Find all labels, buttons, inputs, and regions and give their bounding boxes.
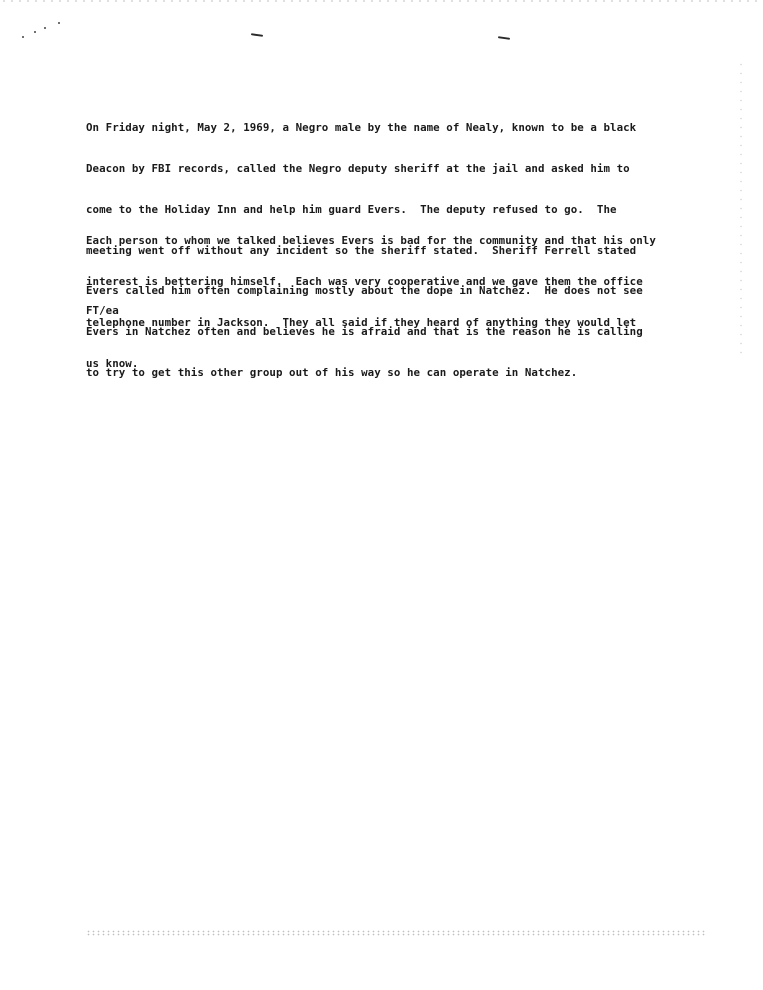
header-mark-right xyxy=(498,36,510,40)
typist-initials: FT/ea xyxy=(86,304,119,317)
paragraph-1-line: meeting went off without any incident so the sheriff stated. Sheriff Ferrell stated xyxy=(86,243,637,257)
paragraph-1-line: On Friday night, May 2, 1969, a Negro male by the name of Nealy, known to be a black xyxy=(86,121,637,135)
paragraph-1-line: Evers called him often complaining mostly about the dope in Natchez. He does not see xyxy=(86,284,643,298)
scan-edge-right xyxy=(740,60,742,360)
paragraph-1-line: Deacon by FBI records, called the Negro deputy sheriff at the jail and asked him to xyxy=(86,161,630,175)
scan-edge-marks xyxy=(0,0,763,2)
paragraph-1-line: come to the Holiday Inn and help him guard Evers. The deputy refused to go. The xyxy=(86,202,617,216)
paragraph-2-line: us know. xyxy=(86,356,139,370)
paragraph-1-line: Evers in Natchez often and believes he is afraid and that is the reason he is calling xyxy=(86,325,643,339)
paragraph-2-line: telephone number in Jackson. They all said if they heard of anything they would let xyxy=(86,315,637,329)
paragraph-2-line: Each person to whom we talked believes Evers is bad for the community and that his only xyxy=(86,234,656,248)
scan-specks xyxy=(20,18,70,42)
header-mark-left xyxy=(251,33,263,37)
paragraph-2 xyxy=(86,207,726,397)
paragraph-2-line: interest is bettering himself. Each was very cooperative and we gave them the office xyxy=(86,274,643,288)
paragraph-1-line: to try to get this other group out of his way so he can operate in Natchez. xyxy=(86,365,578,379)
scan-noise-bottom xyxy=(86,930,706,936)
